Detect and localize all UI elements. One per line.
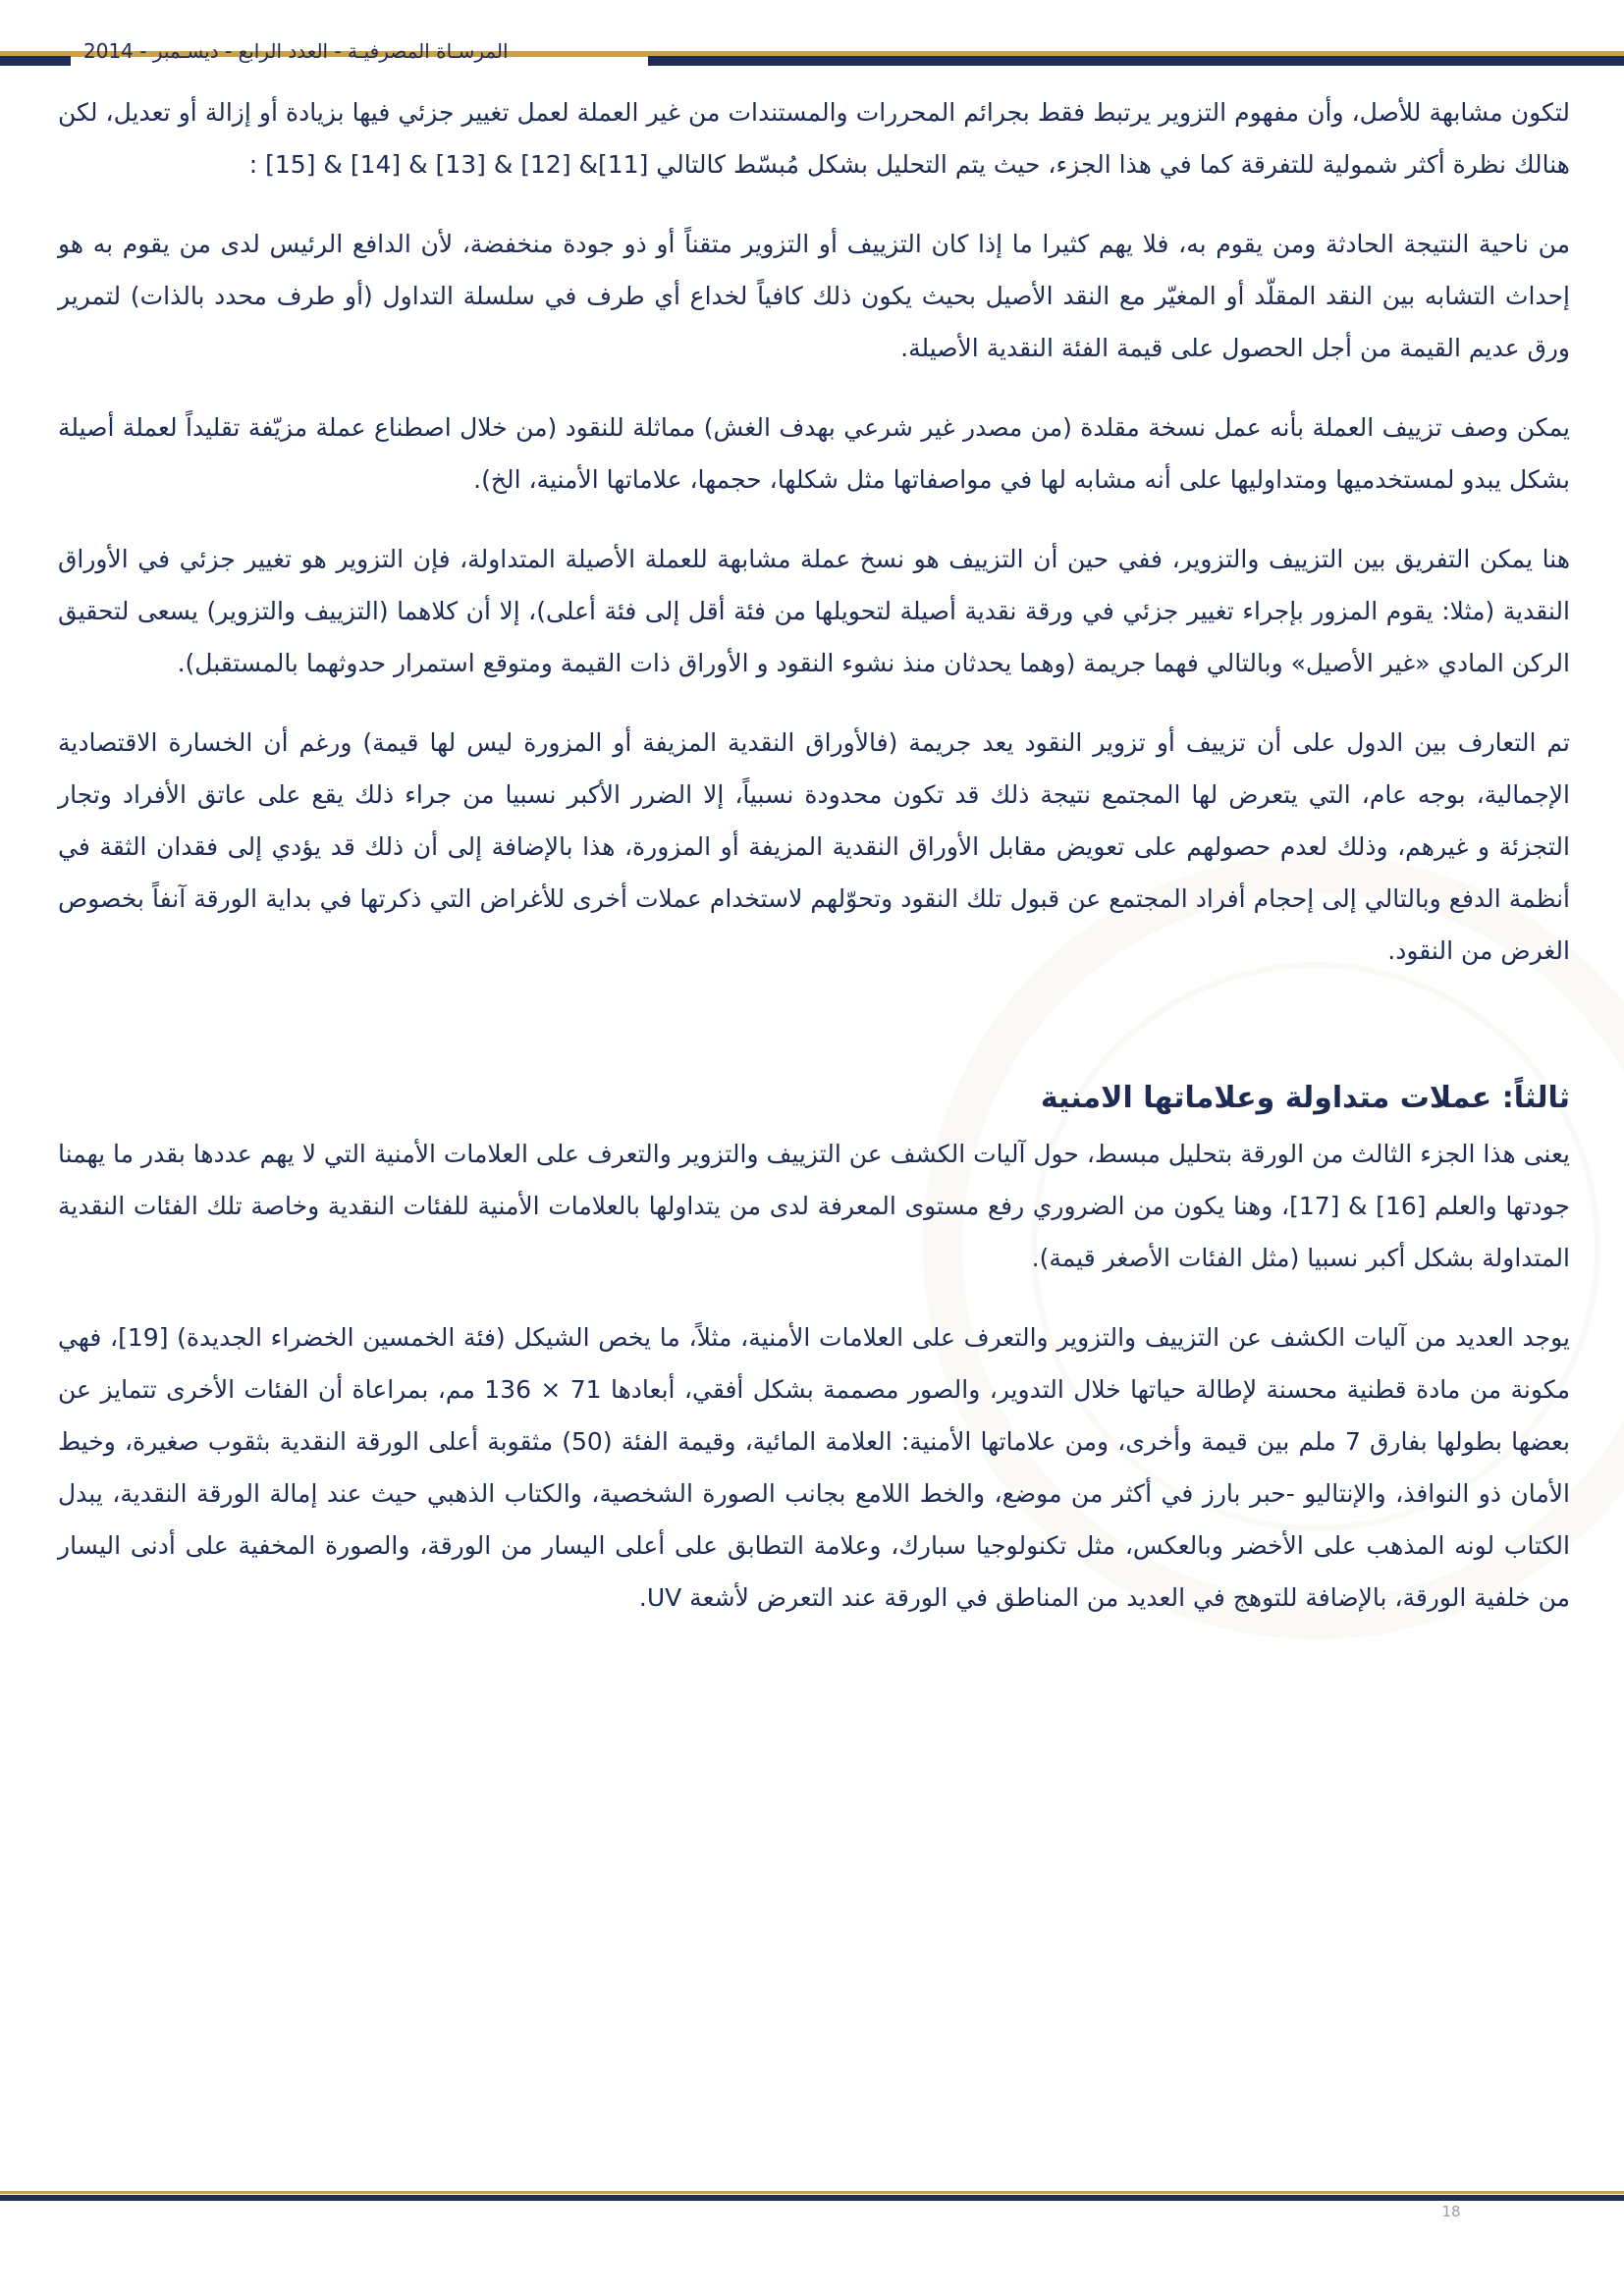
paragraph-5: تم التعارف بين الدول على أن تزييف أو تزوير النقود يعد جريمة (فالأوراق النقدية المزيفة أو المزورة ليس لها قيمة) ورغم أن الخسارة الاقتصادية الإجمالية، بوجه عام، التي يتعرض لها المجتمع نتيجة ذلك قد تكون محدودة نسبياً، إلا الضرر الأكبر نسبيا من جراء ذلك يقع على عاتق الأفراد وتجار التجزئة و غيرهم، وذلك لعدم حصولهم على تعويض مقابل الأوراق النقدية المزيفة أو المزورة، هذا بالإضافة إلى أن ذلك قد يؤدي إلى فقدان الثقة في أنظمة الدفع وبالتالي إلى إحجام أفراد المجتمع عن قبول تلك النقود وتحوّلهم لاستخدام عملات أخرى للأغراض التي ذكرتها في بداية الورقة آنفاً بخصوص الغرض من النقود. bbox=[58, 728, 1570, 965]
section-heading: ثالثاً: عملات متداولة وعلاماتها الامنية bbox=[1040, 1081, 1570, 1115]
running-header: المرسـاة المصرفيـة - العدد الرابع - ديسـمبر - 2014 bbox=[83, 39, 509, 63]
header-rule-navy-right bbox=[648, 56, 1624, 66]
section-paragraph-1: يعنى هذا الجزء الثالث من الورقة بتحليل مبسط، حول آليات الكشف عن التزييف والتزوير والتعرف على العلامات الأمنية التي لا يهم عددها بقدر ما يهمنا جودتها والعلم [16] & [17]، وهنا يكون من الضروري رفع مستوى المعرفة لدى من يتداولها بالعلامات الأمنية للفئات النقدية وخاصة تلك الفئات النقدية المتداولة بشكل أكبر نسبيا (مثل الفئات الأصغر قيمة). bbox=[58, 1140, 1570, 1272]
paragraph-2: من ناحية النتيجة الحادثة ومن يقوم به، فلا يهم كثيرا ما إذا كان التزييف أو التزوير متقناً أو ذو جودة منخفضة، لأن الدافع الرئيس لدى من يقوم به هو إحداث التشابه بين النقد المقلّد أو المغيّر مع النقد الأصيل بحيث يكون ذلك كافياً لخداع أي طرف في سلسلة التداول (أو طرف محدد بالذات) لتمرير ورق عديم القيمة من أجل الحصول على قيمة الفئة النقدية الأصيلة. bbox=[58, 230, 1570, 362]
paragraph-3: يمكن وصف تزييف العملة بأنه عمل نسخة مقلدة (من مصدر غير شرعي بهدف الغش) مماثلة للنقود (من خلال اصطناع عملة مزيّفة تقليداً لعملة أصيلة بشكل يبدو لمستخدميها ومتداوليها على أنه مشابه لها في مواصفاتها مثل شكلها، حجمها، علاماتها الأمنية، الخ). bbox=[58, 413, 1570, 494]
page-number: 18 bbox=[1441, 2203, 1461, 2220]
footer-rule-gold bbox=[0, 2191, 1624, 2194]
footer-rule-navy bbox=[0, 2195, 1624, 2201]
paragraph-1: لتكون مشابهة للأصل، وأن مفهوم التزوير يرتبط فقط بجرائم المحررات والمستندات من غير العملة لعمل تغيير جزئي فيها بزيادة أو إزالة أو تعديل، لكن هنالك نظرة أكثر شمولية للتفرقة كما في هذا الجزء، حيث يتم التحليل بشكل مُبسّط كالتالي [11]& [12] & [13] & [14] & [15] : bbox=[58, 98, 1570, 179]
paragraph-4: هنا يمكن التفريق بين التزييف والتزوير، ففي حين أن التزييف هو نسخ عملة مشابهة للعملة الأصيلة المتداولة، فإن التزوير هو تغيير جزئي في الأوراق النقدية (مثلا: يقوم المزور بإجراء تغيير جزئي في ورقة نقدية أصيلة لتحويلها من فئة أقل إلى فئة أعلى)، إلا أن كلاهما (التزييف والتزوير) يسعى لتحقيق الركن المادي «غير الأصيل» وبالتالي فهما جريمة (وهما يحدثان منذ نشوء النقود و الأوراق ذات القيمة ومتوقع استمرار حدوثهما بالمستقبل). bbox=[58, 545, 1570, 677]
article-body bbox=[58, 86, 1570, 1651]
header-rule-navy-left bbox=[0, 56, 71, 66]
section-paragraph-2: يوجد العديد من آليات الكشف عن التزييف والتزوير والتعرف على العلامات الأمنية، مثلاً، ما يخص الشيكل (فئة الخمسين الخضراء الجديدة) [19]، فهي مكونة من مادة قطنية محسنة لإطالة حياتها خلال التدوير، والصور مصممة بشكل أفقي، أبعادها 71 × 136 مم، بمراعاة أن الفئات الأخرى تتمايز عن بعضها بطولها بفارق 7 ملم بين قيمة وأخرى، ومن علاماتها الأمنية: العلامة المائية، وقيمة الفئة (50) مثقوبة أعلى الورقة النقدية بثقوب صغيرة، وخيط الأمان ذو النوافذ، والإنتاليو -حبر بارز في أكثر من موضع، والخط اللامع بجانب الصورة الشخصية، والكتاب الذهبي حيث عند إمالة الورقة النقدية، يبدل الكتاب لونه المذهب على الأخضر وبالعكس، مثل تكنولوجيا سبارك، وعلامة التطابق على أعلى اليسار من الورقة، والصورة المخفية على أدنى اليسار من خلفية الورقة، بالإضافة للتوهج في العديد من المناطق في الورقة عند التعرض لأشعة UV. bbox=[58, 1323, 1571, 1612]
